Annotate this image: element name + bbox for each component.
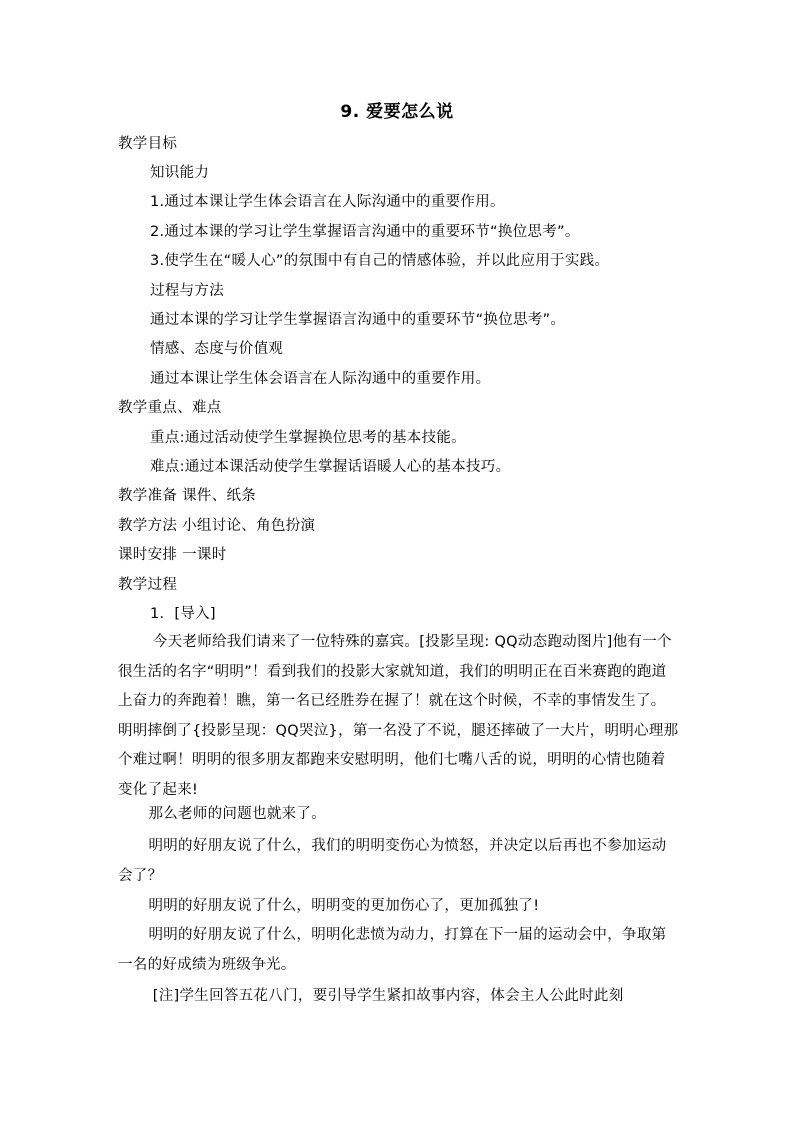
- objective-3: 3.使学生在“暖人心”的氛围中有自己的情感体验，并以此应用于实践。: [150, 253, 610, 269]
- question-2-paragraph: 明明的好朋友说了什么，明明变的更加伤心了，更加孤独了!: [148, 898, 540, 914]
- lesson-title: 9. 爱要怎么说: [340, 102, 454, 122]
- process-heading: 过程与方法: [150, 283, 224, 299]
- emotion-heading: 情感、态度与价值观: [150, 341, 284, 357]
- knowledge-heading: 知识能力: [150, 165, 210, 181]
- objective-1: 1.通过本课让学生体会语言在人际沟通中的重要作用。: [150, 194, 505, 210]
- question-paragraph: 那么老师的问题也就来了。: [148, 806, 327, 822]
- intro-line: 1．[导入]: [150, 606, 216, 622]
- note-paragraph: [注]学生回答五花八门，要引导学生紧扣故事内容，体会主人公此时此刻: [152, 988, 624, 1004]
- objective-2: 2.通过本课的学习让学生掌握语言沟通中的重要环节“换位思考”。: [150, 224, 580, 240]
- method-line: 教学方法 小组讨论、角色扮演: [118, 518, 316, 534]
- emotion-text: 通过本课让学生体会语言在人际沟通中的重要作用。: [150, 371, 491, 387]
- keypoints-heading: 教学重点、难点: [118, 400, 222, 416]
- process-text: 通过本课的学习让学生掌握语言沟通中的重要环节“换位思考”。: [150, 312, 566, 328]
- objectives-heading: 教学目标: [118, 136, 178, 152]
- process-main-heading: 教学过程: [118, 577, 178, 593]
- difficulty-line: 难点:通过本课活动使学生掌握话语暖人心的基本技巧。: [150, 459, 511, 475]
- question-3-paragraph: 明明的好朋友说了什么，明明化悲愤为动力，打算在下一届的运动会中，争取第一名的好成绩为班级争光。: [118, 927, 667, 973]
- keypoint-line: 重点:通过活动使学生掌握换位思考的基本技能。: [150, 430, 466, 446]
- prep-line: 教学准备 课件、纸条: [118, 488, 257, 504]
- story-paragraph: 今天老师给我们请来了一位特殊的嘉宾。[投影呈现: QQ动态跑动图片]他有一个很生活的名字“明明”！看到我们的投影大家就知道，我们的明明正在百米赛跑的跑道上奋力的奔跑着！瞧，第一名已经胜券在握了！就在这个时候，不幸的事情发生了。明明摔倒了{投影呈现：QQ哭泣}，第一名没了不说，腿还摔破了一大片，明明心理那个难过啊！明明的很多朋友都跑来安慰明明，他们七嘴八舌的说，明明的心情也随着变化了起来!: [118, 634, 679, 798]
- schedule-line: 课时安排 一课时: [118, 547, 227, 563]
- question-1-paragraph: 明明的好朋友说了什么，我们的明明变伤心为愤怒，并决定以后再也不参加运动会了？: [118, 838, 667, 884]
